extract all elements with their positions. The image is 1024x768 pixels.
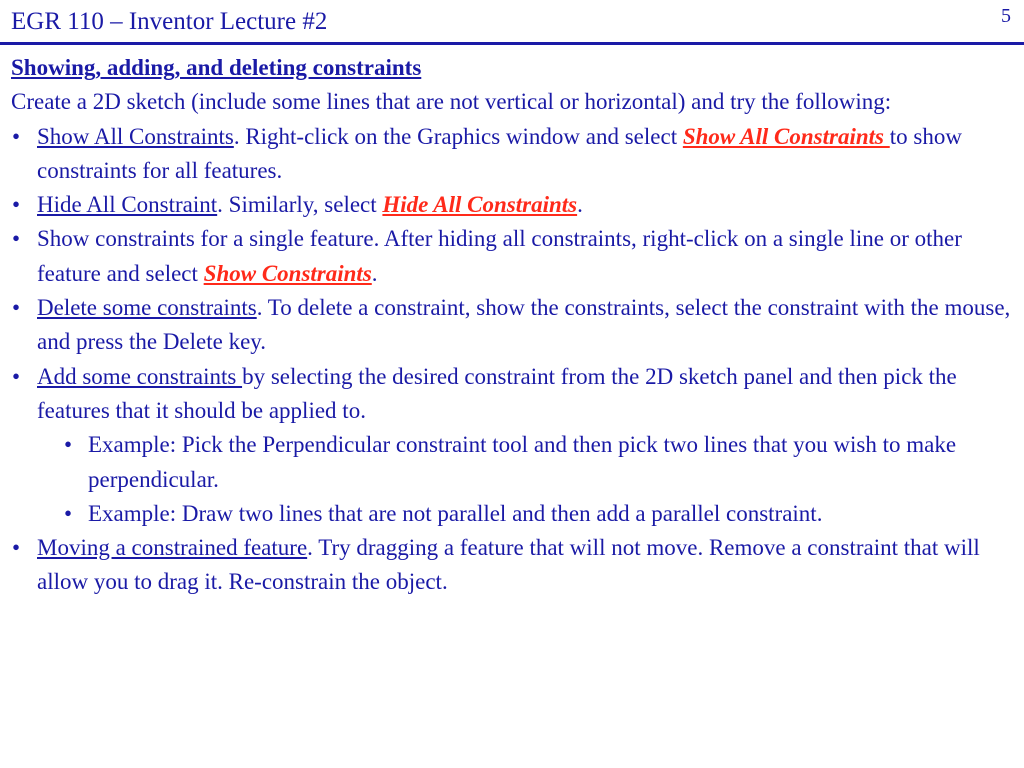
menu-command-hide-all: Hide All Constraints [382, 192, 578, 218]
bullet-lead: Moving a constrained feature [37, 535, 308, 561]
bullet-single-feature [11, 222, 1016, 291]
bullet-marker: • [12, 363, 21, 389]
header-rule [0, 42, 1024, 45]
bullet-hide-all [11, 188, 1016, 222]
bullet-marker: • [12, 226, 21, 252]
bullet-text: Example: Draw two lines that are not parallel and then add a parallel constraint. [88, 500, 823, 526]
sub-bullet-parallel [11, 497, 1016, 531]
bullet-moving [11, 531, 1016, 600]
bullet-text: by selecting the desired constraint from the 2D sketch panel and then pick the features that it should be applied to. [37, 363, 957, 423]
bullet-marker: • [64, 500, 73, 526]
slide-body [11, 51, 1016, 600]
bullet-lead: Add some constraints [37, 363, 243, 389]
sub-bullet-perpendicular [11, 428, 1016, 497]
bullet-marker: • [12, 535, 21, 561]
intro-text: Create a 2D sketch (include some lines that are not vertical or horizontal) and try the following: [11, 89, 892, 115]
bullet-show-all [11, 120, 1016, 189]
menu-command-show-all: Show All Constraints [682, 123, 890, 149]
bullet-text: . Similarly, select [217, 192, 383, 218]
bullet-text: . Try dragging a feature that will not move. Remove a constraint that will allow you to drag it. Re-constrain the object. [37, 535, 980, 595]
bullet-text: Example: Pick the Perpendicular constraint tool and then pick two lines that you wish to make perpendicular. [88, 432, 957, 492]
bullet-lead: Show All Constraints [37, 123, 234, 149]
bullet-marker: • [12, 295, 21, 321]
slide-header-title: EGR 110 – Inventor Lecture #2 [11, 8, 328, 35]
bullet-text: . To delete a constraint, show the constraints, select the constraint with the mouse, and press the Delete key. [37, 295, 1011, 355]
section-heading: Showing, adding, and deleting constraints [11, 55, 422, 80]
bullet-marker: • [12, 123, 21, 149]
bullet-text: Show constraints for a single feature. After hiding all constraints, right-click on a single line or other feature and select [37, 226, 962, 286]
bullet-text: . Right-click on the Graphics window and select [233, 123, 683, 149]
bullet-delete [11, 291, 1016, 360]
bullet-add [11, 360, 1016, 429]
bullet-marker: • [12, 192, 21, 218]
bullet-text: . [371, 260, 378, 286]
page-number: 5 [1001, 5, 1011, 27]
menu-command-show-constraints: Show Constraints [203, 260, 372, 286]
bullet-lead: Hide All Constraint [37, 192, 218, 218]
bullet-lead: Delete some constraints [37, 295, 257, 321]
bullet-marker: • [64, 432, 73, 458]
bullet-text: to show constraints for all features. [37, 123, 962, 183]
bullet-text: . [577, 192, 583, 218]
